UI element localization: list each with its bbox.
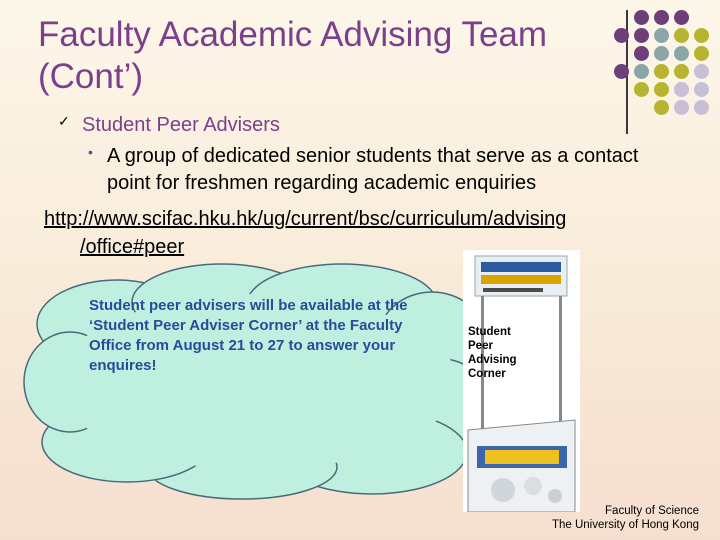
dot-icon [674,28,689,43]
dot-icon [694,64,709,79]
dot-icon [654,100,669,115]
corner-label-line: Peer [468,340,493,352]
dot-icon [674,46,689,61]
callout-text: Student peer advisers will be available at the ‘Student Peer Adviser Corner’ at the Faculty Office from August 21 to 27 to answer your enquires! [89,297,408,374]
corner-label-line: Student [468,326,511,338]
title-line-2: (Cont’) [38,57,144,96]
dot-icon [694,82,709,97]
dot-icon [694,100,709,115]
dot-icon [654,46,669,61]
footer-line-1: Faculty of Science [605,505,699,517]
corner-label [468,325,538,381]
dot-icon [614,64,629,79]
bullet-heading: Student Peer Advisers [82,114,280,136]
dot-icon [694,28,709,43]
dot-icon [634,46,649,61]
bullet-subtext: A group of dedicated senior students that serve as a contact point for freshmen regarding academic enquiries [107,145,639,194]
dot-icon [634,10,649,25]
dot-icon [654,64,669,79]
corner-label-line: Advising [468,354,517,366]
footer-credit [552,504,699,532]
footer-line-2: The University of Hong Kong [551,519,699,531]
dot-icon [674,64,689,79]
slide-title [38,14,598,98]
dot-icon [634,28,649,43]
dot-icon [654,10,669,25]
dot-icon [634,64,649,79]
dot-icon [694,46,709,61]
dot-icon [614,28,629,43]
kiosk-illustration [463,250,580,512]
link-line-1[interactable]: http://www.scifac.hku.hk/ug/current/bsc/curriculum/advising [44,208,567,230]
dot-icon [674,82,689,97]
dot-icon [634,82,649,97]
dot-icon [654,82,669,97]
checkmark-icon: ✓ [58,113,70,129]
link-line-2[interactable]: /office#peer [80,236,185,258]
corner-label-line: Corner [468,368,506,380]
title-line-1: Faculty Academic Advising Team [38,15,548,54]
dot-icon [654,28,669,43]
advising-corner-photo [463,250,580,512]
bullet-dot-icon: • [88,144,93,160]
dot-icon [674,100,689,115]
advising-url-link[interactable] [44,205,684,261]
dot-icon [674,10,689,25]
